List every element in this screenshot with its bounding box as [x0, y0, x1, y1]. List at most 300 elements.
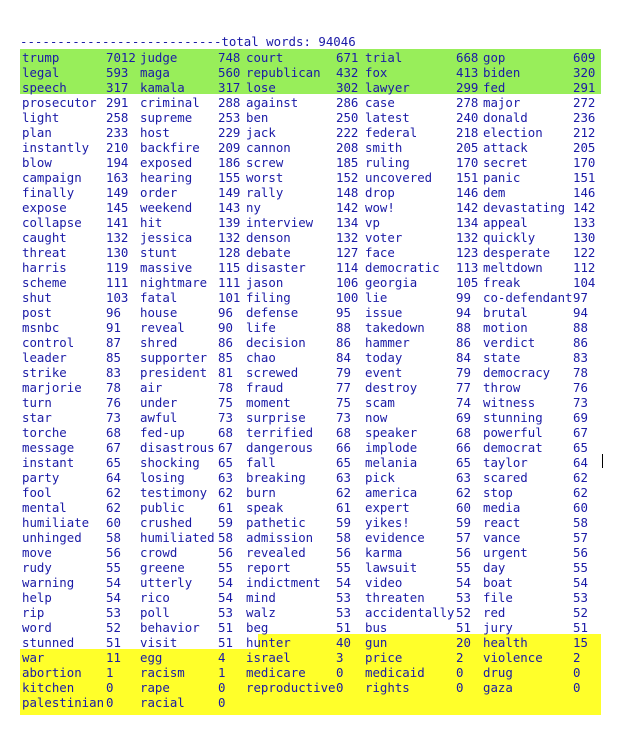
- word-cell: egg: [140, 650, 163, 665]
- count-cell: 104: [573, 275, 596, 290]
- word-cell: abortion: [22, 665, 82, 680]
- word-cell: star: [22, 410, 52, 425]
- word-cell: shocking: [140, 455, 200, 470]
- count-cell: 90: [218, 320, 233, 335]
- count-cell: 65: [336, 455, 351, 470]
- word-cell: supporter: [140, 350, 208, 365]
- count-cell: 57: [456, 530, 471, 545]
- word-cell: kamala: [140, 80, 185, 95]
- count-cell: 134: [336, 215, 359, 230]
- count-cell: 142: [336, 200, 359, 215]
- count-cell: 218: [456, 125, 479, 140]
- count-cell: 67: [218, 440, 233, 455]
- count-cell: 209: [218, 140, 241, 155]
- word-cell: leader: [22, 350, 67, 365]
- count-cell: 185: [336, 155, 359, 170]
- word-cell: fool: [22, 485, 52, 500]
- count-cell: 155: [218, 170, 241, 185]
- word-cell: gop: [483, 50, 506, 65]
- word-cell: urgent: [483, 545, 528, 560]
- word-cell: order: [140, 185, 178, 200]
- word-cell: campaign: [22, 170, 82, 185]
- word-cell: expose: [22, 200, 67, 215]
- count-cell: 278: [456, 95, 479, 110]
- word-cell: pathetic: [246, 515, 306, 530]
- count-cell: 69: [573, 410, 588, 425]
- word-cell: against: [246, 95, 299, 110]
- word-cell: karma: [365, 545, 403, 560]
- low-count-highlight-partial: [258, 634, 601, 649]
- total-words-header: ---------------------------total words: 94046: [20, 34, 356, 49]
- word-cell: hunter: [246, 635, 291, 650]
- word-cell: case: [365, 95, 395, 110]
- count-cell: 87: [106, 335, 121, 350]
- word-cell: instant: [22, 455, 75, 470]
- count-cell: 132: [456, 230, 479, 245]
- word-cell: video: [365, 575, 403, 590]
- word-cell: harris: [22, 260, 67, 275]
- count-cell: 40: [336, 635, 351, 650]
- word-cell: takedown: [365, 320, 425, 335]
- count-cell: 51: [106, 635, 121, 650]
- count-cell: 671: [336, 50, 359, 65]
- count-cell: 54: [106, 575, 121, 590]
- count-cell: 62: [106, 500, 121, 515]
- count-cell: 432: [336, 65, 359, 80]
- count-cell: 11: [106, 650, 121, 665]
- word-cell: speak: [246, 500, 284, 515]
- count-cell: 0: [106, 695, 114, 710]
- word-cell: speech: [22, 80, 67, 95]
- count-cell: 148: [336, 185, 359, 200]
- count-cell: 320: [573, 65, 596, 80]
- word-cell: accidentally: [365, 605, 455, 620]
- word-cell: ruling: [365, 155, 410, 170]
- count-cell: 236: [573, 110, 596, 125]
- word-cell: palestinian: [22, 695, 105, 710]
- count-cell: 51: [218, 620, 233, 635]
- count-cell: 106: [336, 275, 359, 290]
- count-cell: 210: [106, 140, 129, 155]
- word-cell: trump: [22, 50, 60, 65]
- count-cell: 122: [573, 245, 596, 260]
- count-cell: 53: [106, 605, 121, 620]
- count-cell: 139: [218, 215, 241, 230]
- count-cell: 69: [456, 410, 471, 425]
- word-cell: expert: [365, 500, 410, 515]
- count-cell: 62: [218, 485, 233, 500]
- word-cell: surprise: [246, 410, 306, 425]
- word-cell: rudy: [22, 560, 52, 575]
- count-cell: 76: [573, 380, 588, 395]
- count-cell: 111: [218, 275, 241, 290]
- count-cell: 291: [573, 80, 596, 95]
- count-cell: 64: [573, 455, 588, 470]
- word-cell: finally: [22, 185, 75, 200]
- word-cell: disaster: [246, 260, 306, 275]
- word-cell: msnbc: [22, 320, 60, 335]
- count-cell: 97: [573, 290, 588, 305]
- count-cell: 52: [106, 620, 121, 635]
- count-cell: 86: [336, 335, 351, 350]
- count-cell: 7012: [106, 50, 136, 65]
- word-cell: revealed: [246, 545, 306, 560]
- word-cell: scam: [365, 395, 395, 410]
- count-cell: 149: [218, 185, 241, 200]
- count-cell: 94: [573, 305, 588, 320]
- count-cell: 51: [456, 620, 471, 635]
- count-cell: 413: [456, 65, 479, 80]
- count-cell: 85: [106, 350, 121, 365]
- word-cell: public: [140, 500, 185, 515]
- word-cell: meltdown: [483, 260, 543, 275]
- word-cell: brutal: [483, 305, 528, 320]
- count-cell: 258: [106, 110, 129, 125]
- word-cell: throw: [483, 380, 521, 395]
- word-cell: powerful: [483, 425, 543, 440]
- count-cell: 91: [106, 320, 121, 335]
- word-cell: freak: [483, 275, 521, 290]
- word-cell: poll: [140, 605, 170, 620]
- count-cell: 1: [106, 665, 114, 680]
- count-cell: 65: [456, 455, 471, 470]
- count-cell: 54: [336, 575, 351, 590]
- count-cell: 233: [106, 125, 129, 140]
- count-cell: 53: [336, 590, 351, 605]
- count-cell: 52: [456, 605, 471, 620]
- word-cell: walz: [246, 605, 276, 620]
- word-cell: criminal: [140, 95, 200, 110]
- count-cell: 593: [106, 65, 129, 80]
- count-cell: 65: [106, 455, 121, 470]
- count-cell: 62: [456, 485, 471, 500]
- word-cell: terrified: [246, 425, 314, 440]
- word-cell: lawyer: [365, 80, 410, 95]
- count-cell: 55: [218, 560, 233, 575]
- word-cell: israel: [246, 650, 291, 665]
- word-cell: message: [22, 440, 75, 455]
- word-cell: vance: [483, 530, 521, 545]
- count-cell: 299: [456, 80, 479, 95]
- word-cell: filing: [246, 290, 291, 305]
- word-cell: chao: [246, 350, 276, 365]
- word-cell: racism: [140, 665, 185, 680]
- word-cell: exposed: [140, 155, 193, 170]
- word-cell: jason: [246, 275, 284, 290]
- word-cell: air: [140, 380, 163, 395]
- count-cell: 78: [106, 380, 121, 395]
- count-cell: 560: [218, 65, 241, 80]
- count-cell: 83: [573, 350, 588, 365]
- count-cell: 288: [218, 95, 241, 110]
- word-cell: move: [22, 545, 52, 560]
- word-cell: issue: [365, 305, 403, 320]
- count-cell: 86: [573, 335, 588, 350]
- word-cell: dangerous: [246, 440, 314, 455]
- word-cell: file: [483, 590, 513, 605]
- word-cell: word: [22, 620, 52, 635]
- word-cell: racial: [140, 695, 185, 710]
- count-cell: 0: [456, 680, 464, 695]
- word-cell: devastating: [483, 200, 566, 215]
- word-cell: red: [483, 605, 506, 620]
- count-cell: 62: [573, 485, 588, 500]
- word-cell: interview: [246, 215, 314, 230]
- count-cell: 0: [456, 665, 464, 680]
- word-cell: fed: [483, 80, 506, 95]
- word-cell: smith: [365, 140, 403, 155]
- word-cell: panic: [483, 170, 521, 185]
- word-cell: trial: [365, 50, 403, 65]
- word-cell: yikes!: [365, 515, 410, 530]
- word-cell: drop: [365, 185, 395, 200]
- word-cell: court: [246, 50, 284, 65]
- word-cell: supreme: [140, 110, 193, 125]
- count-cell: 53: [456, 590, 471, 605]
- count-cell: 145: [106, 200, 129, 215]
- count-cell: 609: [573, 50, 596, 65]
- count-cell: 3: [336, 650, 344, 665]
- word-cell: ny: [246, 200, 261, 215]
- count-cell: 66: [336, 440, 351, 455]
- count-cell: 208: [336, 140, 359, 155]
- count-cell: 85: [218, 350, 233, 365]
- count-cell: 74: [456, 395, 471, 410]
- word-cell: turn: [22, 395, 52, 410]
- count-cell: 240: [456, 110, 479, 125]
- count-cell: 205: [573, 140, 596, 155]
- word-cell: america: [365, 485, 418, 500]
- count-cell: 96: [218, 305, 233, 320]
- word-cell: light: [22, 110, 60, 125]
- word-cell: visit: [140, 635, 178, 650]
- count-cell: 54: [573, 575, 588, 590]
- count-cell: 146: [456, 185, 479, 200]
- count-cell: 15: [573, 635, 588, 650]
- count-cell: 73: [106, 410, 121, 425]
- count-cell: 127: [336, 245, 359, 260]
- word-cell: collapse: [22, 215, 82, 230]
- count-cell: 134: [456, 215, 479, 230]
- word-cell: marjorie: [22, 380, 82, 395]
- word-cell: caught: [22, 230, 67, 245]
- word-cell: drug: [483, 665, 513, 680]
- count-cell: 212: [573, 125, 596, 140]
- word-cell: rally: [246, 185, 284, 200]
- word-cell: judge: [140, 50, 178, 65]
- word-cell: state: [483, 350, 521, 365]
- word-cell: reproductive: [246, 680, 336, 695]
- word-cell: awful: [140, 410, 178, 425]
- word-cell: democratic: [365, 260, 440, 275]
- word-cell: president: [140, 365, 208, 380]
- count-cell: 2: [456, 650, 464, 665]
- word-cell: attack: [483, 140, 528, 155]
- count-cell: 53: [218, 605, 233, 620]
- count-cell: 4: [218, 650, 226, 665]
- word-cell: breaking: [246, 470, 306, 485]
- word-cell: evidence: [365, 530, 425, 545]
- count-cell: 253: [218, 110, 241, 125]
- count-cell: 55: [456, 560, 471, 575]
- word-cell: strike: [22, 365, 67, 380]
- count-cell: 56: [456, 545, 471, 560]
- word-cell: biden: [483, 65, 521, 80]
- count-cell: 668: [456, 50, 479, 65]
- word-cell: fatal: [140, 290, 178, 305]
- count-cell: 55: [106, 560, 121, 575]
- count-cell: 58: [336, 530, 351, 545]
- word-cell: media: [483, 500, 521, 515]
- count-cell: 63: [336, 470, 351, 485]
- word-cell: fraud: [246, 380, 284, 395]
- count-cell: 250: [336, 110, 359, 125]
- word-cell: election: [483, 125, 543, 140]
- count-cell: 79: [336, 365, 351, 380]
- count-cell: 101: [218, 290, 241, 305]
- count-cell: 65: [218, 455, 233, 470]
- count-cell: 94: [456, 305, 471, 320]
- word-cell: jessica: [140, 230, 193, 245]
- word-cell: help: [22, 590, 52, 605]
- count-cell: 0: [336, 665, 344, 680]
- word-cell: worst: [246, 170, 284, 185]
- word-cell: today: [365, 350, 403, 365]
- word-cell: screwed: [246, 365, 299, 380]
- count-cell: 61: [218, 500, 233, 515]
- word-cell: shred: [140, 335, 178, 350]
- word-cell: desperate: [483, 245, 551, 260]
- count-cell: 54: [218, 575, 233, 590]
- word-cell: life: [246, 320, 276, 335]
- count-cell: 53: [336, 605, 351, 620]
- count-cell: 62: [573, 470, 588, 485]
- word-cell: unhinged: [22, 530, 82, 545]
- count-cell: 0: [336, 680, 344, 695]
- count-cell: 68: [456, 425, 471, 440]
- word-cell: report: [246, 560, 291, 575]
- word-cell: implode: [365, 440, 418, 455]
- count-cell: 317: [218, 80, 241, 95]
- word-cell: ben: [246, 110, 269, 125]
- word-cell: verdict: [483, 335, 536, 350]
- word-cell: rip: [22, 605, 45, 620]
- word-cell: moment: [246, 395, 291, 410]
- word-cell: mental: [22, 500, 67, 515]
- count-cell: 56: [336, 545, 351, 560]
- count-cell: 58: [106, 530, 121, 545]
- count-cell: 59: [456, 515, 471, 530]
- word-cell: hammer: [365, 335, 410, 350]
- word-cell: host: [140, 125, 170, 140]
- count-cell: 112: [573, 260, 596, 275]
- count-cell: 56: [218, 545, 233, 560]
- word-cell: federal: [365, 125, 418, 140]
- word-cell: threat: [22, 245, 67, 260]
- word-cell: stop: [483, 485, 513, 500]
- count-cell: 114: [336, 260, 359, 275]
- word-cell: jury: [483, 620, 513, 635]
- word-cell: mind: [246, 590, 276, 605]
- word-cell: kitchen: [22, 680, 75, 695]
- count-cell: 96: [106, 305, 121, 320]
- word-cell: major: [483, 95, 521, 110]
- word-cell: control: [22, 335, 75, 350]
- word-cell: testimony: [140, 485, 208, 500]
- count-cell: 111: [106, 275, 129, 290]
- count-cell: 63: [218, 470, 233, 485]
- count-cell: 59: [218, 515, 233, 530]
- word-cell: stunning: [483, 410, 543, 425]
- word-cell: lie: [365, 290, 388, 305]
- count-cell: 53: [573, 590, 588, 605]
- count-cell: 142: [456, 200, 479, 215]
- word-cell: beg: [246, 620, 269, 635]
- word-cell: disastrous: [140, 440, 215, 455]
- word-cell: latest: [365, 110, 410, 125]
- count-cell: 86: [456, 335, 471, 350]
- count-cell: 65: [573, 440, 588, 455]
- count-cell: 1: [218, 665, 226, 680]
- count-cell: 78: [573, 365, 588, 380]
- count-cell: 73: [336, 410, 351, 425]
- count-cell: 67: [106, 440, 121, 455]
- word-cell: utterly: [140, 575, 193, 590]
- count-cell: 272: [573, 95, 596, 110]
- word-cell: nightmare: [140, 275, 208, 290]
- count-cell: 52: [573, 605, 588, 620]
- count-cell: 143: [218, 200, 241, 215]
- count-cell: 0: [218, 680, 226, 695]
- word-cell: fed-up: [140, 425, 185, 440]
- word-cell: stunt: [140, 245, 178, 260]
- count-cell: 149: [106, 185, 129, 200]
- count-cell: 103: [106, 290, 129, 305]
- word-cell: day: [483, 560, 506, 575]
- word-cell: house: [140, 305, 178, 320]
- count-cell: 132: [218, 230, 241, 245]
- word-cell: warning: [22, 575, 75, 590]
- count-cell: 61: [336, 500, 351, 515]
- word-cell: lose: [246, 80, 276, 95]
- count-cell: 0: [106, 680, 114, 695]
- word-cell: hit: [140, 215, 163, 230]
- count-cell: 59: [336, 515, 351, 530]
- count-cell: 84: [336, 350, 351, 365]
- word-cell: dem: [483, 185, 506, 200]
- count-cell: 68: [106, 425, 121, 440]
- word-cell: donald: [483, 110, 528, 125]
- count-cell: 88: [336, 320, 351, 335]
- count-cell: 163: [106, 170, 129, 185]
- word-cell: melania: [365, 455, 418, 470]
- word-cell: weekend: [140, 200, 193, 215]
- word-cell: bus: [365, 620, 388, 635]
- count-cell: 317: [106, 80, 129, 95]
- word-cell: price: [365, 650, 403, 665]
- word-cell: admission: [246, 530, 314, 545]
- word-cell: under: [140, 395, 178, 410]
- word-cell: debate: [246, 245, 291, 260]
- word-cell: violence: [483, 650, 543, 665]
- word-cell: appeal: [483, 215, 528, 230]
- word-cell: legal: [22, 65, 60, 80]
- count-cell: 67: [573, 425, 588, 440]
- count-cell: 130: [573, 230, 596, 245]
- word-cell: scheme: [22, 275, 67, 290]
- word-cell: uncovered: [365, 170, 433, 185]
- word-cell: threaten: [365, 590, 425, 605]
